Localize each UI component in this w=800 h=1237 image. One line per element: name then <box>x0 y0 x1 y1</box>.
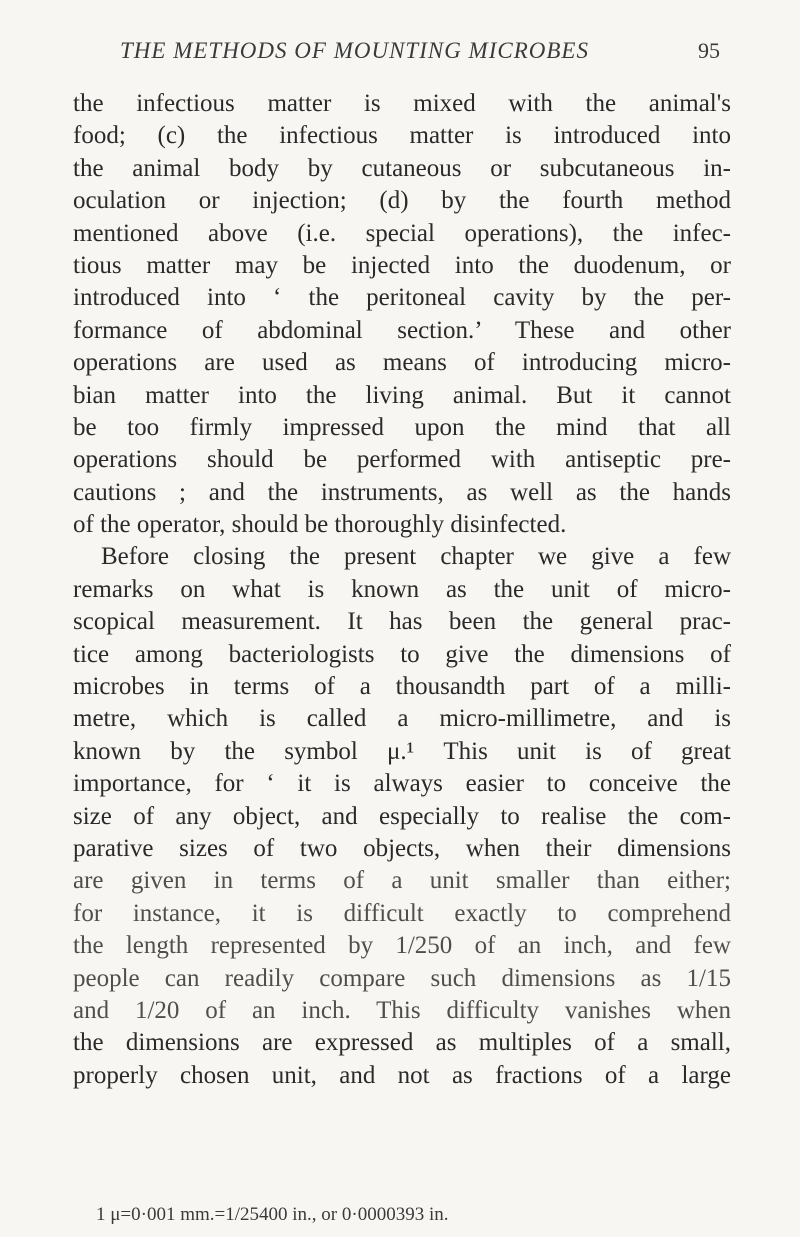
text-line: importance, for ‘ it is always easier to conceive the <box>73 770 731 798</box>
text-line: microbes in terms of a thousandth part of a milli- <box>73 673 731 701</box>
text-line: and 1/20 of an inch. This difficulty vanishes when <box>73 996 731 1024</box>
page-number: 95 <box>698 38 720 63</box>
text-line: of the operator, should be thoroughly disinfected. <box>73 511 567 539</box>
body-text <box>73 88 731 1092</box>
text-line: be too firmly impressed upon the mind that all <box>73 413 731 441</box>
text-line: formance of abdominal section.’ These and other <box>73 316 731 344</box>
text-line: bian matter into the living animal. But it cannot <box>73 381 731 409</box>
text-line: the animal body by cutaneous or subcutaneous in- <box>73 154 731 182</box>
text-line: for instance, it is difficult exactly to comprehend <box>73 899 731 927</box>
text-line: properly chosen unit, and not as fractions of a large <box>73 1061 731 1089</box>
text-line: tice among bacteriologists to give the dimensions of <box>73 640 731 668</box>
text-line: oculation or injection; (d) by the fourth method <box>73 187 731 215</box>
text-line: known by the symbol μ.¹ This unit is of great <box>73 737 731 765</box>
text-line: mentioned above (i.e. special operations), the infec- <box>73 219 731 247</box>
page-header <box>96 38 720 68</box>
text-line: food; (c) the infectious matter is introduced into <box>73 122 731 150</box>
footnote: 1 μ=0·001 mm.=1/25400 in., or 0·0000393 in. <box>96 1204 449 1225</box>
text-line: operations are used as means of introducing micro- <box>73 349 731 377</box>
text-line: remarks on what is known as the unit of micro- <box>73 575 731 603</box>
running-head-title: THE METHODS OF MOUNTING MICROBES <box>120 38 589 63</box>
text-line: the length represented by 1/250 of an inch, and few <box>73 932 731 960</box>
text-line: cautions ; and the instruments, as well as the hands <box>73 478 731 506</box>
text-line: the dimensions are expressed as multiples of a small, <box>73 1029 731 1057</box>
text-line: people can readily compare such dimensions as 1/15 <box>73 964 731 992</box>
text-line: metre, which is called a micro-millimetre, and is <box>73 705 731 733</box>
paragraph-start-line: Before closing the present chapter we give a few <box>101 543 731 571</box>
text-line: the infectious matter is mixed with the animal's <box>73 90 731 117</box>
text-line: size of any object, and especially to realise the com- <box>73 802 731 830</box>
text-line: parative sizes of two objects, when their dimensions <box>73 834 731 862</box>
text-line: operations should be performed with antiseptic pre- <box>73 446 731 474</box>
text-line: tious matter may be injected into the duodenum, or <box>73 251 731 279</box>
text-line: introduced into ‘ the peritoneal cavity by the per- <box>73 284 731 312</box>
text-line: scopical measurement. It has been the general prac- <box>73 608 731 636</box>
text-line: are given in terms of a unit smaller than either; <box>73 867 731 895</box>
